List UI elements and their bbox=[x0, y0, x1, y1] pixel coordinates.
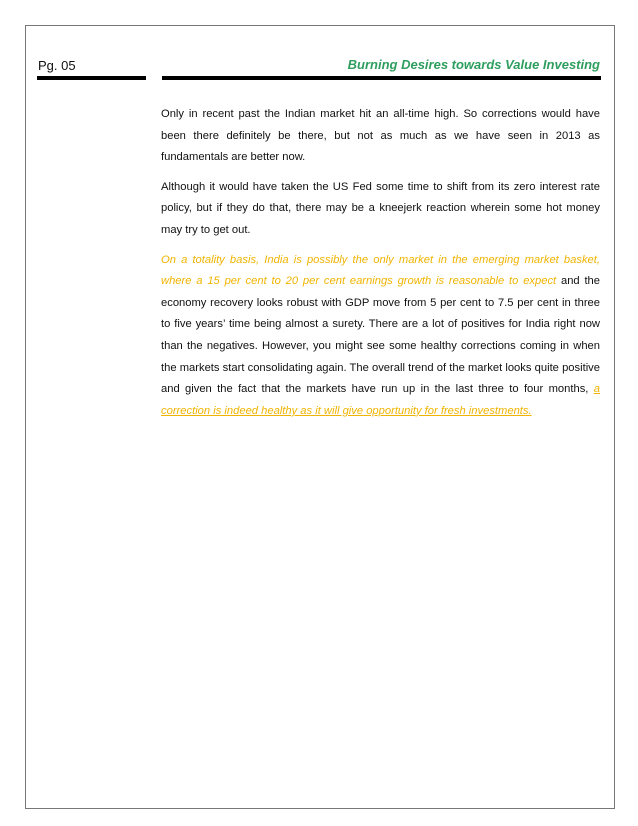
paragraph-1: Only in recent past the Indian market hit an all-time high. So corrections would have been there definitely be there, but not as much as we have seen in 2013 as fundamentals are better now. bbox=[161, 108, 600, 164]
highlighted-underlined-text: a correction is indeed healthy as it will give opportunity for fresh investments. bbox=[161, 383, 600, 417]
paragraph-3-text: and the economy recovery looks robust with GDP move from 5 per cent to 7.5 per cent in three to five years’ time being almost a surety. There are a lot of positives for India right now than the negatives. However, you might see some healthy corrections coming in when the markets start consolidating again. The overall trend of the market looks quite positive and given the fact that the markets have run up in the last three to four months, bbox=[161, 275, 601, 396]
header-rule-right bbox=[162, 76, 601, 80]
page-number: Pg. 05 bbox=[38, 58, 76, 73]
highlighted-text: On a totality basis, India is possibly the only market in the emerging market basket, where a 15 per cent to 20 per cent earnings growth is reasonable to expect bbox=[161, 253, 600, 288]
body-text bbox=[161, 104, 600, 430]
document-title: Burning Desires towards Value Investing bbox=[347, 57, 600, 72]
paragraph-3 bbox=[161, 250, 600, 423]
header-rule-left bbox=[37, 76, 146, 80]
paragraph-2: Although it would have taken the US Fed some time to shift from its zero interest rate policy, but if they do that, there may be a kneejerk reaction wherein some hot money may try to get out. bbox=[161, 180, 600, 236]
